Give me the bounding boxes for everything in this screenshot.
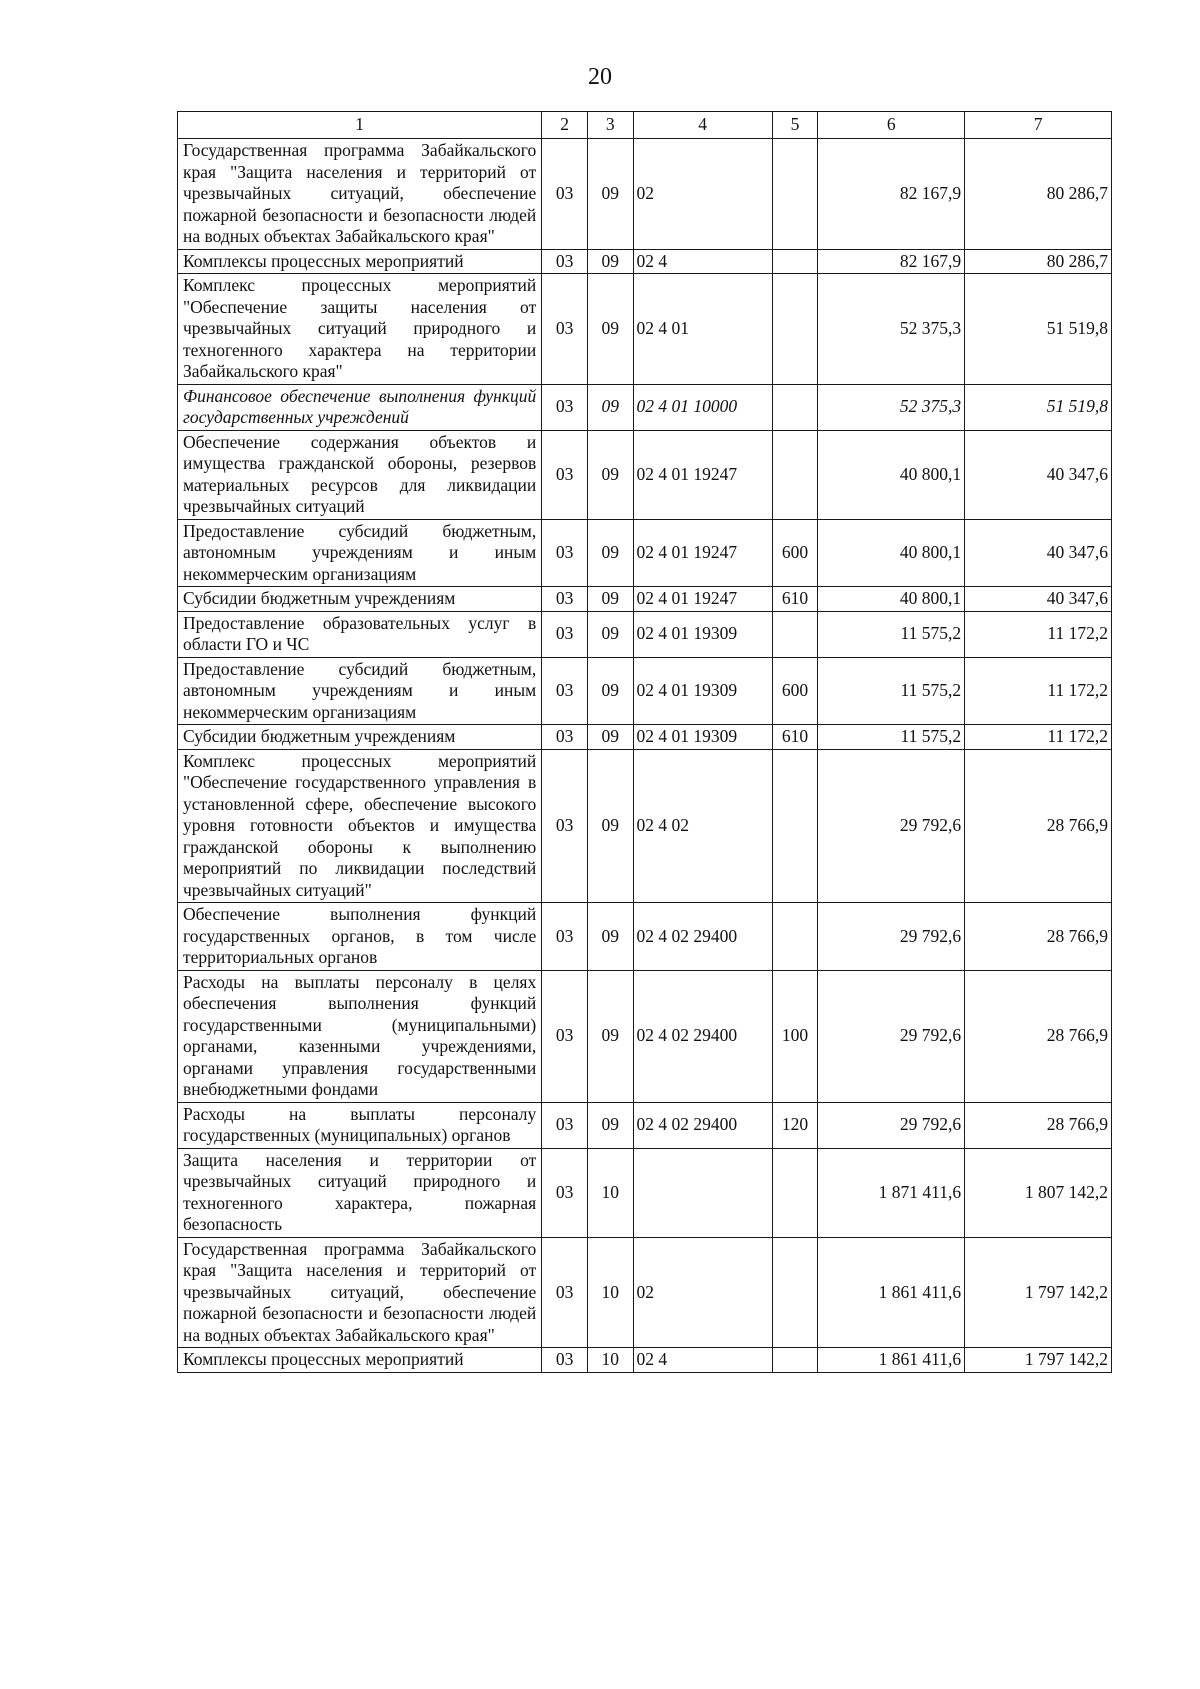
subsection-code: 10: [587, 1237, 633, 1348]
header-row: [178, 112, 1112, 139]
table-row: [178, 519, 1112, 587]
amount-year-1: 29 792,6: [818, 749, 965, 903]
section-code: 03: [542, 657, 588, 725]
expense-type-code: 600: [772, 519, 818, 587]
target-article-code: 02 4 01 19309: [633, 725, 772, 750]
amount-year-1: 40 800,1: [818, 587, 965, 612]
target-article-code: 02 4: [633, 1348, 772, 1373]
target-article-code: 02: [633, 1237, 772, 1348]
section-code: 03: [542, 611, 588, 657]
table-row: [178, 1237, 1112, 1348]
subsection-code: 09: [587, 139, 633, 250]
column-header-2: 2: [542, 112, 588, 139]
column-header-7: 7: [965, 112, 1112, 139]
table-body: [178, 139, 1112, 1373]
subsection-code: 09: [587, 611, 633, 657]
table-row: [178, 657, 1112, 725]
amount-year-1: 29 792,6: [818, 1102, 965, 1148]
amount-year-2: 11 172,2: [965, 611, 1112, 657]
amount-year-1: 82 167,9: [818, 139, 965, 250]
subsection-code: 09: [587, 384, 633, 430]
target-article-code: 02 4 02: [633, 749, 772, 903]
expense-type-code: [772, 749, 818, 903]
target-article-code: 02 4 02 29400: [633, 903, 772, 971]
amount-year-2: 28 766,9: [965, 970, 1112, 1102]
amount-year-1: 1 861 411,6: [818, 1348, 965, 1373]
section-code: 03: [542, 1237, 588, 1348]
amount-year-2: 1 807 142,2: [965, 1148, 1112, 1237]
section-code: 03: [542, 274, 588, 385]
expense-type-code: [772, 1237, 818, 1348]
amount-year-2: 28 766,9: [965, 1102, 1112, 1148]
row-name: Субсидии бюджетным учреждениям: [178, 725, 542, 750]
row-name: Комплексы процессных мероприятий: [178, 1348, 542, 1373]
expense-type-code: [772, 611, 818, 657]
amount-year-1: 11 575,2: [818, 725, 965, 750]
table-row: [178, 1102, 1112, 1148]
target-article-code: 02 4 01 19247: [633, 519, 772, 587]
subsection-code: 09: [587, 749, 633, 903]
row-name: Финансовое обеспечение выполнения функций государственных учреждений: [178, 384, 542, 430]
column-header-6: 6: [818, 112, 965, 139]
subsection-code: 09: [587, 1102, 633, 1148]
section-code: 03: [542, 970, 588, 1102]
amount-year-2: 40 347,6: [965, 519, 1112, 587]
target-article-code: 02: [633, 139, 772, 250]
target-article-code: 02 4 01 10000: [633, 384, 772, 430]
table-row: [178, 384, 1112, 430]
section-code: 03: [542, 1348, 588, 1373]
target-article-code: 02 4: [633, 249, 772, 274]
table-row: [178, 1148, 1112, 1237]
expense-type-code: [772, 903, 818, 971]
table-row: [178, 587, 1112, 612]
section-code: 03: [542, 384, 588, 430]
amount-year-1: 82 167,9: [818, 249, 965, 274]
amount-year-2: 80 286,7: [965, 249, 1112, 274]
amount-year-1: 52 375,3: [818, 384, 965, 430]
target-article-code: [633, 1148, 772, 1237]
table-row: [178, 249, 1112, 274]
table-row: [178, 611, 1112, 657]
expense-type-code: 610: [772, 725, 818, 750]
table-row: [178, 430, 1112, 519]
column-header-3: 3: [587, 112, 633, 139]
row-name: Государственная программа Забайкальского края "Защита населения и территорий от чрезвычайных ситуаций, обеспечение пожарной безопасности и безопасности людей на водных объектах Забайкальского края": [178, 139, 542, 250]
column-header-1: 1: [178, 112, 542, 139]
row-name: Комплексы процессных мероприятий: [178, 249, 542, 274]
expense-type-code: 610: [772, 587, 818, 612]
subsection-code: 10: [587, 1348, 633, 1373]
section-code: 03: [542, 725, 588, 750]
row-name: Комплекс процессных мероприятий "Обеспечение защиты населения от чрезвычайных ситуаций природного и техногенного характера на территории Забайкальского края": [178, 274, 542, 385]
subsection-code: 09: [587, 587, 633, 612]
amount-year-1: 1 861 411,6: [818, 1237, 965, 1348]
table-row: [178, 903, 1112, 971]
expense-type-code: [772, 249, 818, 274]
subsection-code: 09: [587, 519, 633, 587]
amount-year-2: 51 519,8: [965, 384, 1112, 430]
amount-year-1: 29 792,6: [818, 903, 965, 971]
column-header-4: 4: [633, 112, 772, 139]
section-code: 03: [542, 749, 588, 903]
expense-type-code: [772, 1148, 818, 1237]
target-article-code: 02 4 02 29400: [633, 970, 772, 1102]
section-code: 03: [542, 1148, 588, 1237]
amount-year-2: 51 519,8: [965, 274, 1112, 385]
budget-table: [177, 111, 1112, 1373]
subsection-code: 09: [587, 274, 633, 385]
amount-year-2: 11 172,2: [965, 657, 1112, 725]
target-article-code: 02 4 01 19309: [633, 657, 772, 725]
amount-year-1: 40 800,1: [818, 519, 965, 587]
amount-year-2: 40 347,6: [965, 587, 1112, 612]
row-name: Предоставление образовательных услуг в области ГО и ЧС: [178, 611, 542, 657]
expense-type-code: 600: [772, 657, 818, 725]
expense-type-code: [772, 274, 818, 385]
amount-year-1: 40 800,1: [818, 430, 965, 519]
expense-type-code: 120: [772, 1102, 818, 1148]
amount-year-2: 40 347,6: [965, 430, 1112, 519]
amount-year-2: 1 797 142,2: [965, 1237, 1112, 1348]
table-row: [178, 139, 1112, 250]
amount-year-2: 11 172,2: [965, 725, 1112, 750]
amount-year-1: 52 375,3: [818, 274, 965, 385]
row-name: Субсидии бюджетным учреждениям: [178, 587, 542, 612]
amount-year-2: 1 797 142,2: [965, 1348, 1112, 1373]
subsection-code: 09: [587, 725, 633, 750]
section-code: 03: [542, 139, 588, 250]
subsection-code: 09: [587, 970, 633, 1102]
expense-type-code: [772, 430, 818, 519]
target-article-code: 02 4 01: [633, 274, 772, 385]
amount-year-1: 29 792,6: [818, 970, 965, 1102]
subsection-code: 09: [587, 249, 633, 274]
page-number: 20: [588, 64, 612, 90]
subsection-code: 10: [587, 1148, 633, 1237]
expense-type-code: [772, 384, 818, 430]
row-name: Обеспечение выполнения функций государственных органов, в том числе территориальных органов: [178, 903, 542, 971]
subsection-code: 09: [587, 430, 633, 519]
row-name: Комплекс процессных мероприятий "Обеспечение государственного управления в установленной сфере, обеспечение высокого уровня готовности объектов и имущества гражданской обороны к выполнению мероприятий по ликвидации последствий чрезвычайных ситуаций": [178, 749, 542, 903]
row-name: Предоставление субсидий бюджетным, автономным учреждениям и иным некоммерческим организациям: [178, 657, 542, 725]
table-row: [178, 749, 1112, 903]
row-name: Расходы на выплаты персоналу государственных (муниципальных) органов: [178, 1102, 542, 1148]
expense-type-code: 100: [772, 970, 818, 1102]
amount-year-2: 28 766,9: [965, 903, 1112, 971]
amount-year-1: 11 575,2: [818, 611, 965, 657]
table-row: [178, 970, 1112, 1102]
table-row: [178, 1348, 1112, 1373]
expense-type-code: [772, 1348, 818, 1373]
subsection-code: 09: [587, 657, 633, 725]
row-name: Расходы на выплаты персоналу в целях обеспечения выполнения функций государственными (муниципальными) органами, казенными учреждениями, органами управления государственными внебюджетными фондами: [178, 970, 542, 1102]
amount-year-2: 80 286,7: [965, 139, 1112, 250]
section-code: 03: [542, 1102, 588, 1148]
row-name: Государственная программа Забайкальского края "Защита населения и территорий от чрезвычайных ситуаций, обеспечение пожарной безопасности и безопасности людей на водных объектах Забайкальского края": [178, 1237, 542, 1348]
column-header-5: 5: [772, 112, 818, 139]
subsection-code: 09: [587, 903, 633, 971]
amount-year-1: 11 575,2: [818, 657, 965, 725]
amount-year-1: 1 871 411,6: [818, 1148, 965, 1237]
section-code: 03: [542, 430, 588, 519]
table-row: [178, 725, 1112, 750]
expense-type-code: [772, 139, 818, 250]
row-name: Предоставление субсидий бюджетным, автономным учреждениям и иным некоммерческим организациям: [178, 519, 542, 587]
target-article-code: 02 4 01 19247: [633, 430, 772, 519]
row-name: Защита населения и территории от чрезвычайных ситуаций природного и техногенного характера, пожарная безопасность: [178, 1148, 542, 1237]
section-code: 03: [542, 249, 588, 274]
target-article-code: 02 4 02 29400: [633, 1102, 772, 1148]
section-code: 03: [542, 903, 588, 971]
section-code: 03: [542, 519, 588, 587]
section-code: 03: [542, 587, 588, 612]
amount-year-2: 28 766,9: [965, 749, 1112, 903]
target-article-code: 02 4 01 19309: [633, 611, 772, 657]
row-name: Обеспечение содержания объектов и имущества гражданской обороны, резервов материальных ресурсов для ликвидации чрезвычайных ситуаций: [178, 430, 542, 519]
table-row: [178, 274, 1112, 385]
target-article-code: 02 4 01 19247: [633, 587, 772, 612]
